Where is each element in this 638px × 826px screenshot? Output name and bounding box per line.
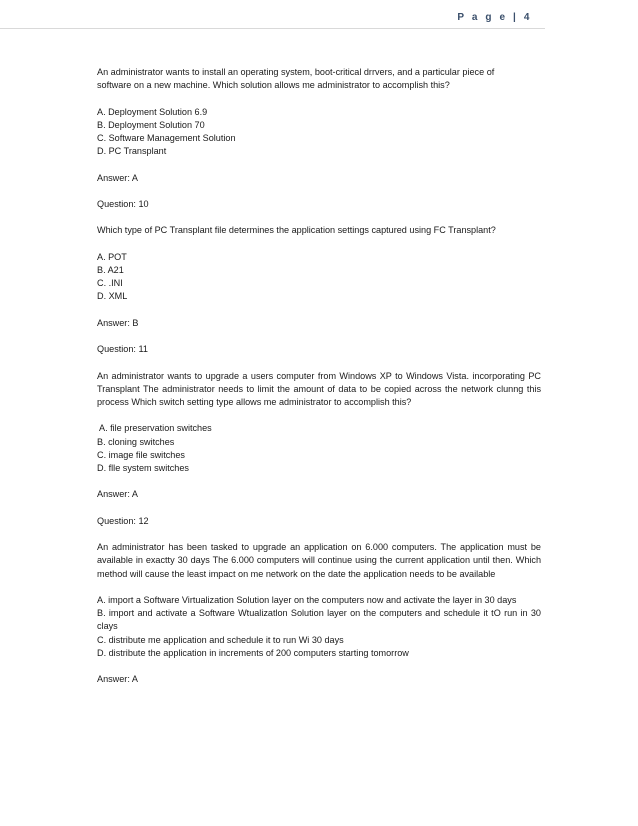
answer: Answer: A (97, 489, 138, 500)
question-10 (97, 198, 541, 343)
page-header (0, 0, 638, 30)
option: A. POT (97, 251, 127, 262)
question-label: Question: 11 (97, 344, 148, 355)
answer: Answer: A (97, 172, 138, 183)
option: B. import and activate a Software Wtualizatlon Solution layer on the computers and schedule it tO run in 30 clays (97, 608, 541, 632)
header-rule (0, 28, 545, 29)
option: C. distribute me application and schedule it to run Wi 30 days (97, 634, 344, 645)
answer: Answer: B (97, 317, 139, 328)
option: A. Deployment Solution 6.9 (97, 106, 208, 117)
option: C. image file switches (97, 449, 185, 460)
option: B. A21 (97, 264, 124, 275)
answer: Answer: A (97, 674, 138, 685)
option: C. Software Management Solution (97, 133, 236, 143)
option: D. XML (97, 291, 128, 302)
page-number: P a g e | 4 (457, 12, 532, 23)
question-label: Question: 12 (97, 515, 149, 526)
question-12 (97, 515, 541, 687)
option: C. .INI (97, 278, 123, 289)
question-9 (97, 66, 541, 198)
question-text: Which type of PC Transplant file determines the application settings captured using FC Transplant? (97, 225, 496, 236)
option: D. distribute the application in increments of 200 computers starting tomorrow (97, 647, 409, 658)
document-body (97, 66, 541, 686)
option: A. file preservation switches (99, 423, 212, 434)
question-text: An administrator wants to upgrade a users computer from Windows XP to Windows Vista. incorporating PC Transplant The administrator needs to limit the amount of data to be copied across the network clunng this process Which switch setting type allows me administrator to accomplish this? (97, 370, 541, 407)
option: A. import a Software Virtualization Solution layer on the computers now and activate the layer in 30 days (97, 594, 517, 605)
question-11 (97, 343, 541, 515)
option: D. flle system switches (97, 462, 189, 473)
question-text: An administrator has been tasked to upgrade an application on 6.000 computers. The application must be available in exactty 30 days The 6.000 computers will continue using the current application until then. Which method will cause the least impact on me network on the date the application needs to be available (97, 542, 541, 579)
option: B. Deployment Solution 70 (97, 119, 205, 130)
option: B. cloning switches (97, 436, 175, 447)
question-text: An administrator wants to install an operating system, boot-critical drrvers, and a particular piece of (97, 67, 495, 77)
question-label: Question: 10 (97, 198, 149, 209)
option: D. PC Transplant (97, 146, 167, 157)
question-text: software on a new machine. Which solution allows me administrator to accomplish this? (97, 80, 450, 91)
